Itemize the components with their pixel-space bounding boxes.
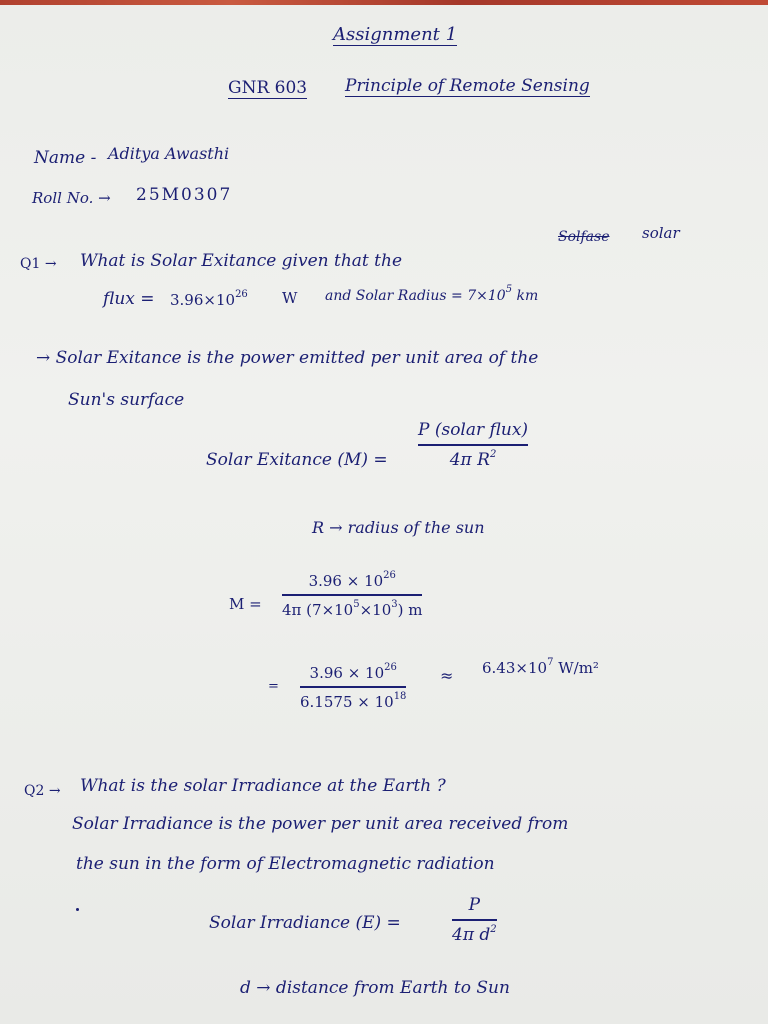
- q2-label: Q2 →: [24, 783, 61, 799]
- q1-answer-line1: → Solar Exitance is the power emitted per unit area of the: [36, 348, 539, 368]
- equals-sign: =: [268, 679, 279, 694]
- d-definition: d → distance from Earth to Sun: [240, 978, 510, 998]
- fraction-bar: [300, 686, 406, 688]
- m2-num-exp: 26: [384, 662, 397, 673]
- student-name: Aditya Awasthi: [108, 144, 230, 163]
- q1-flux-unit: W: [282, 289, 298, 307]
- q1-question-line1: What is Solar Exitance given that the: [80, 251, 403, 271]
- flux-exp: 26: [235, 289, 248, 300]
- m2-fraction: [300, 662, 406, 711]
- m-numerator: [309, 570, 396, 590]
- exitance-formula-lhs: Solar Exitance (M) =: [206, 450, 388, 470]
- radius-text: and Solar Radius = 7×10: [325, 288, 506, 304]
- exitance-formula-fraction: [418, 420, 528, 470]
- flux-base: 3.96×10: [170, 291, 236, 309]
- q1-radius-text: [325, 285, 538, 303]
- m-den-exp1: 5: [353, 598, 360, 610]
- m2-denominator: [300, 691, 406, 711]
- m-denominator: [282, 599, 422, 619]
- approx-sign: ≈: [440, 666, 454, 685]
- roll-label: Roll No. →: [32, 189, 111, 207]
- m-lhs: M =: [229, 595, 262, 613]
- m-num-base: 3.96 × 10: [308, 572, 384, 590]
- irr-den-exp: 2: [490, 923, 497, 935]
- irr-den-base: 4π d: [452, 924, 491, 945]
- course-name: Principle of Remote Sensing: [345, 76, 590, 96]
- page-top-edge: [0, 0, 768, 5]
- name-label: Name -: [34, 148, 97, 168]
- m-den-end: ) m: [397, 600, 423, 619]
- m2-den-base: 6.1575 × 10: [300, 692, 394, 711]
- q1-question-line1-end: solar: [642, 224, 680, 242]
- den-exp: 2: [489, 448, 497, 460]
- q2-answer-line2: the sun in the form of Electromagnetic radiation: [76, 854, 495, 874]
- m-den-exp2: 3: [391, 598, 398, 610]
- m-result: [482, 658, 599, 676]
- q1-label: Q1 →: [20, 256, 57, 272]
- course-code: GNR 603: [228, 78, 308, 98]
- irradiance-denominator: [452, 924, 497, 945]
- result-exp: 7: [547, 657, 554, 668]
- m-den-a: 4π (7×10: [282, 600, 354, 619]
- assignment-title: Assignment 1: [333, 24, 458, 45]
- q1-answer-line2: Sun's surface: [68, 390, 185, 410]
- q2-question: What is the solar Irradiance at the Earth ?: [80, 776, 446, 796]
- roll-number: 25M0307: [136, 185, 233, 205]
- m-fraction: [282, 570, 422, 619]
- m-num-exp: 26: [383, 570, 396, 581]
- exitance-denominator: [450, 449, 497, 470]
- q1-flux-value: [170, 290, 248, 308]
- fraction-bar: [282, 594, 422, 596]
- fraction-bar: [418, 444, 528, 446]
- m-den-mid: ×10: [359, 600, 392, 619]
- irradiance-fraction: [452, 895, 497, 945]
- result-base: 6.43×10: [482, 659, 548, 677]
- radius-unit: km: [516, 288, 539, 304]
- m2-numerator: [310, 662, 397, 682]
- den-base: 4π R: [449, 449, 490, 470]
- fraction-bar: [452, 919, 497, 921]
- result-unit: W/m²: [558, 659, 599, 677]
- q1-flux-label: flux =: [103, 289, 155, 309]
- q1-struck-word: Solfase: [558, 229, 610, 245]
- irradiance-numerator: P: [468, 895, 481, 915]
- ink-dot: [76, 908, 79, 911]
- m2-num-base: 3.96 × 10: [309, 664, 385, 682]
- irradiance-formula-lhs: Solar Irradiance (E) =: [209, 913, 401, 933]
- q2-answer-line1: Solar Irradiance is the power per unit area received from: [72, 814, 569, 834]
- exitance-numerator: P (solar flux): [418, 420, 529, 440]
- r-definition: R → radius of the sun: [312, 518, 485, 537]
- radius-exp: 5: [505, 284, 513, 295]
- m2-den-exp: 18: [393, 690, 407, 702]
